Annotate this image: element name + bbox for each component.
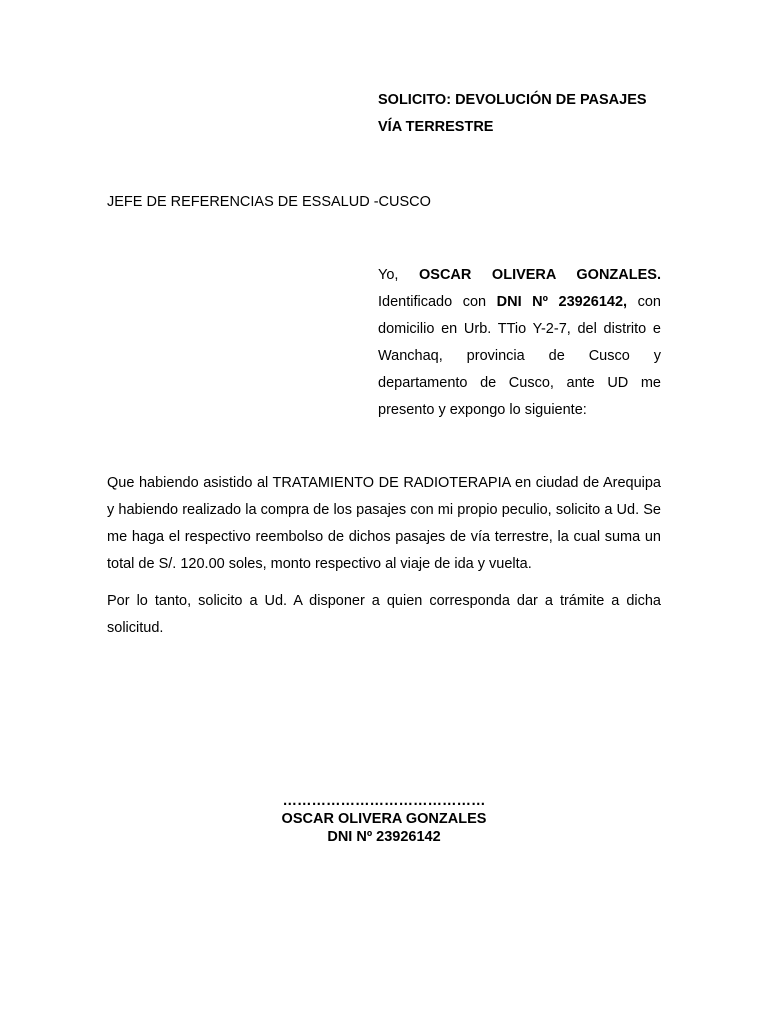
body-paragraph-1: Que habiendo asistido al TRATAMIENTO DE RADIOTERAPIA en ciudad de Arequipa y habiendo realizado la compra de los pasajes con mi propio peculio, solicito a Ud. Se me haga el respectivo reembolso de dichos pasajes de vía terrestre, la cual suma un total de S/. 120.00 soles, monto respectivo al viaje de ida y vuelta.	[107, 475, 661, 572]
subject-heading	[378, 87, 661, 141]
subject-line-1: SOLICITO: DEVOLUCIÓN DE PASAJES	[378, 92, 647, 108]
intro-prefix: Yo,	[378, 267, 419, 283]
signature-dni: DNI Nº 23926142	[327, 829, 441, 845]
addressee: JEFE DE REFERENCIAS DE ESSALUD -CUSCO	[107, 194, 431, 210]
subject-line-2: VÍA TERRESTRE	[378, 119, 494, 135]
signature-line: ……………………………………	[282, 793, 486, 809]
signature-name: OSCAR OLIVERA GONZALES	[281, 811, 487, 827]
body-text	[107, 470, 661, 652]
signature-block	[107, 792, 661, 846]
applicant-name: OSCAR OLIVERA GONZALES.	[419, 267, 661, 283]
intro-paragraph	[378, 262, 661, 424]
applicant-dni: DNI Nº 23926142,	[496, 294, 628, 310]
intro-rest: con domicilio en Urb. TTio Y-2-7, del distrito e Wanchaq, provincia de Cusco y departamento de Cusco, ante UD me presento y expongo lo siguiente:	[378, 294, 661, 418]
intro-identified: Identificado con	[378, 294, 497, 310]
body-paragraph-2: Por lo tanto, solicito a Ud. A disponer a quien corresponda dar a trámite a dicha solicitud.	[107, 593, 661, 636]
